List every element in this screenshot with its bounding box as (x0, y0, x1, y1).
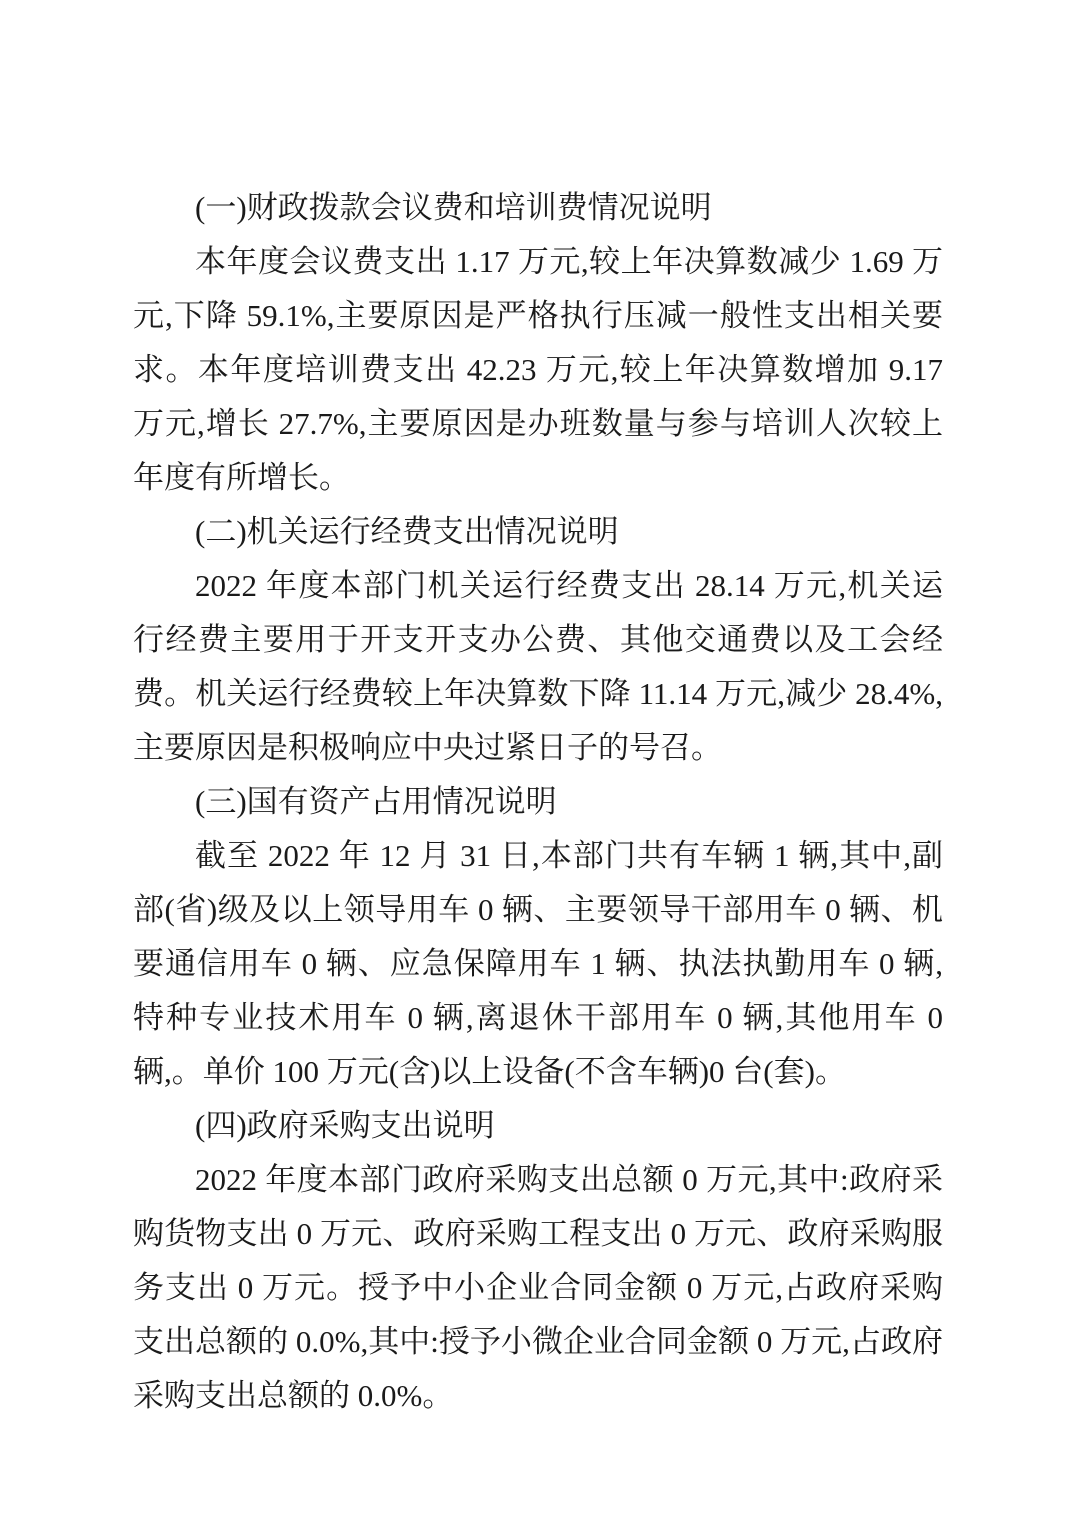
section-heading-4: (四)政府采购支出说明 (195, 1108, 495, 1143)
section-paragraph-4: 2022 年度本部门政府采购支出总额 0 万元,其中:政府采购货物支出 0 万元、政府采购工程支出 0 万元、政府采购服务支出 0 万元。授予中小企业合同金额 0 万元,占政府采购支出总额的 0.0%,其中:授予小微企业合同金额 0 万元,占政府采购支出总额的 0.0%。 (133, 1162, 943, 1413)
section-paragraph-3: 截至 2022 年 12 月 31 日,本部门共有车辆 1 辆,其中,副部(省)级及以上领导用车 0 辆、主要领导干部用车 0 辆、机要通信用车 0 辆、应急保障用车 1 辆、执法执勤用车 0 辆,特种专业技术用车 0 辆,离退休干部用车 0 辆,其他用车 0 辆,。单价 100 万元(含)以上设备(不含车辆)0 台(套)。 (133, 838, 943, 1089)
section-heading-2: (二)机关运行经费支出情况说明 (195, 514, 619, 549)
section-paragraph-1: 本年度会议费支出 1.17 万元,较上年决算数减少 1.69 万元,下降 59.1%,主要原因是严格执行压减一般性支出相关要求。本年度培训费支出 42.23 万元,较上年决算数增加 9.17 万元,增长 27.7%,主要原因是办班数量与参与培训人次较上年度有所增长。 (133, 244, 943, 495)
section-heading-1: (一)财政拨款会议费和培训费情况说明 (195, 190, 712, 225)
section-paragraph-2: 2022 年度本部门机关运行经费支出 28.14 万元,机关运行经费主要用于开支开支办公费、其他交通费以及工会经费。机关运行经费较上年决算数下降 11.14 万元,减少 28.4%,主要原因是积极响应中央过紧日子的号召。 (133, 568, 943, 765)
section-government-procurement (133, 1099, 943, 1423)
section-heading-3: (三)国有资产占用情况说明 (195, 784, 557, 819)
section-agency-operating-expense (133, 505, 943, 775)
section-state-assets-occupancy (133, 775, 943, 1099)
section-fiscal-meeting-training (133, 181, 943, 505)
document-page (133, 181, 943, 1423)
